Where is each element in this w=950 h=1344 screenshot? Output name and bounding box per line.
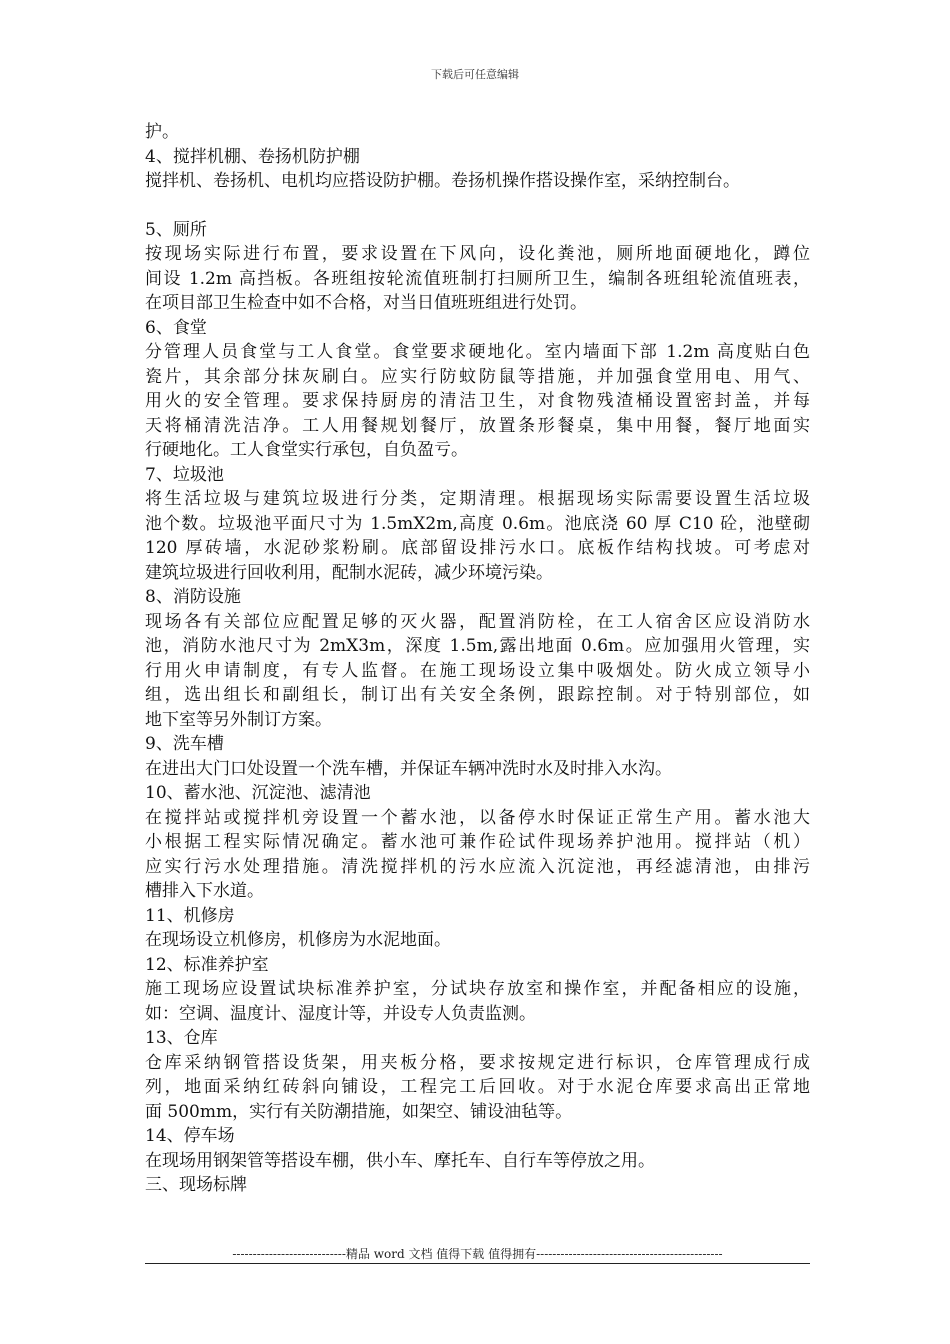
text-line: 7、垃圾池 [145,464,224,485]
text-line: 护。 [145,122,179,142]
text-line: 用火的安全管理。要求保持厨房的清洁卫生，对食物残渣桶设置密封盖，并每 [145,391,810,411]
text-line: 瓷片，其余部分抹灰刷白。应实行防蚊防鼠等措施，并加强食堂用电、用气、 [145,366,810,387]
text-line: 12、标准养护室 [145,954,269,975]
text-line: 11、机修房 [145,905,235,926]
document-body [145,120,810,1198]
text-line: 5、厕所 [145,219,207,240]
text-line: 行硬地化。工人食堂实行承包，自负盈亏。 [145,440,468,460]
text-line: 组，选出组长和副组长，制订出有关安全条例，跟踪控制。对于特别部位，如 [145,685,810,705]
text-line: 现场各有关部位应配置足够的灭火器，配置消防栓，在工人宿舍区应设消防水 [145,611,810,632]
footer-rule [145,1263,810,1264]
text-line: 池个数。垃圾池平面尺寸为 1.5mX2m,高度 0.6m。池底浇 60 厚 C10 砼，池壁砌 [145,513,810,534]
text-line: 池，消防水池尺寸为 2mX3m，深度 1.5m,露出地面 0.6m。应加强用火管理，实 [145,636,810,656]
text-line: 在项目部卫生检查中如不合格，对当日值班班组进行处罚。 [145,293,587,313]
text-line: 间设 1.2m 高挡板。各班组按轮流值班制打扫厕所卫生，编制各班组轮流值班表， [145,268,810,289]
text-line: 10、蓄水池、沉淀池、滤清池 [145,783,371,803]
text-line: 施工现场应设置试块标准养护室，分试块存放室和操作室，并配备相应的设施， [145,979,810,999]
text-line: 列，地面采纳红砖斜向铺设，工程完工后回收。对于水泥仓库要求高出正常地 [145,1077,810,1097]
text-line: 分管理人员食堂与工人食堂。食堂要求硬地化。室内墙面下部 1.2m 高度贴白色 [145,342,810,362]
text-line: 120 厚砖墙，水泥砂浆粉刷。底部留设排污水口。底板作结构找坡。可考虑对 [145,538,810,558]
page-header: 下载后可任意编辑 [431,68,519,81]
text-line: 将生活垃圾与建筑垃圾进行分类，定期清理。根据现场实际需要设置生活垃圾 [145,489,810,509]
text-line: 在进出大门口处设置一个洗车槽，并保证车辆冲洗时水及时排入水沟。 [145,758,672,779]
text-line: 按现场实际进行布置，要求设置在下风向，设化粪池，厕所地面硬地化，蹲位 [145,244,810,264]
text-line: 4、搅拌机棚、卷扬机防护棚 [145,146,360,167]
text-line: 如：空调、温度计、湿度计等，并设专人负责监测。 [145,1003,536,1024]
text-line: 14、停车场 [145,1126,235,1146]
page-footer: ----------------------------精品 word 文档 值得下载 值得拥有---------------------------------------------- [232,1247,723,1261]
text-line: 搅拌机、卷扬机、电机均应搭设防护棚。卷扬机操作搭设操作室，采纳控制台。 [145,171,740,191]
text-line: 应实行污水处理措施。清洗搅拌机的污水应流入沉淀池，再经滤清池，由排污 [145,856,810,877]
text-line: 小根据工程实际情况确定。蓄水池可兼作砼试件现场养护池用。搅拌站（机） [145,832,810,852]
text-line: 6、食堂 [145,317,207,338]
text-line: 8、消防设施 [145,587,241,607]
text-line: 行用火申请制度，有专人监督。在施工现场设立集中吸烟处。防火成立领导小 [145,660,810,681]
text-line: 面 500mm，实行有关防潮措施，如架空、铺设油毡等。 [145,1101,573,1122]
text-line: 建筑垃圾进行回收利用，配制水泥砖，减少环境污染。 [145,562,553,583]
text-line: 天将桶清洗洁净。工人用餐规划餐厅，放置条形餐桌，集中用餐，餐厅地面实 [145,415,810,436]
text-line: 在现场用钢架管等搭设车棚，供小车、摩托车、自行车等停放之用。 [145,1150,655,1171]
text-line: 仓库采纳钢管搭设货架，用夹板分格，要求按规定进行标识，仓库管理成行成 [145,1052,810,1073]
text-line: 13、仓库 [145,1028,218,1048]
blank-line [145,194,810,218]
text-line: 地下室等另外制订方案。 [145,709,332,730]
text-line: 槽排入下水道。 [145,881,264,901]
text-line: 三、现场标牌 [145,1175,247,1195]
text-line: 在搅拌站或搅拌机旁设置一个蓄水池，以备停水时保证正常生产用。蓄水池大 [145,807,810,828]
text-line: 9、洗车槽 [145,734,224,754]
text-line: 在现场设立机修房，机修房为水泥地面。 [145,930,451,950]
